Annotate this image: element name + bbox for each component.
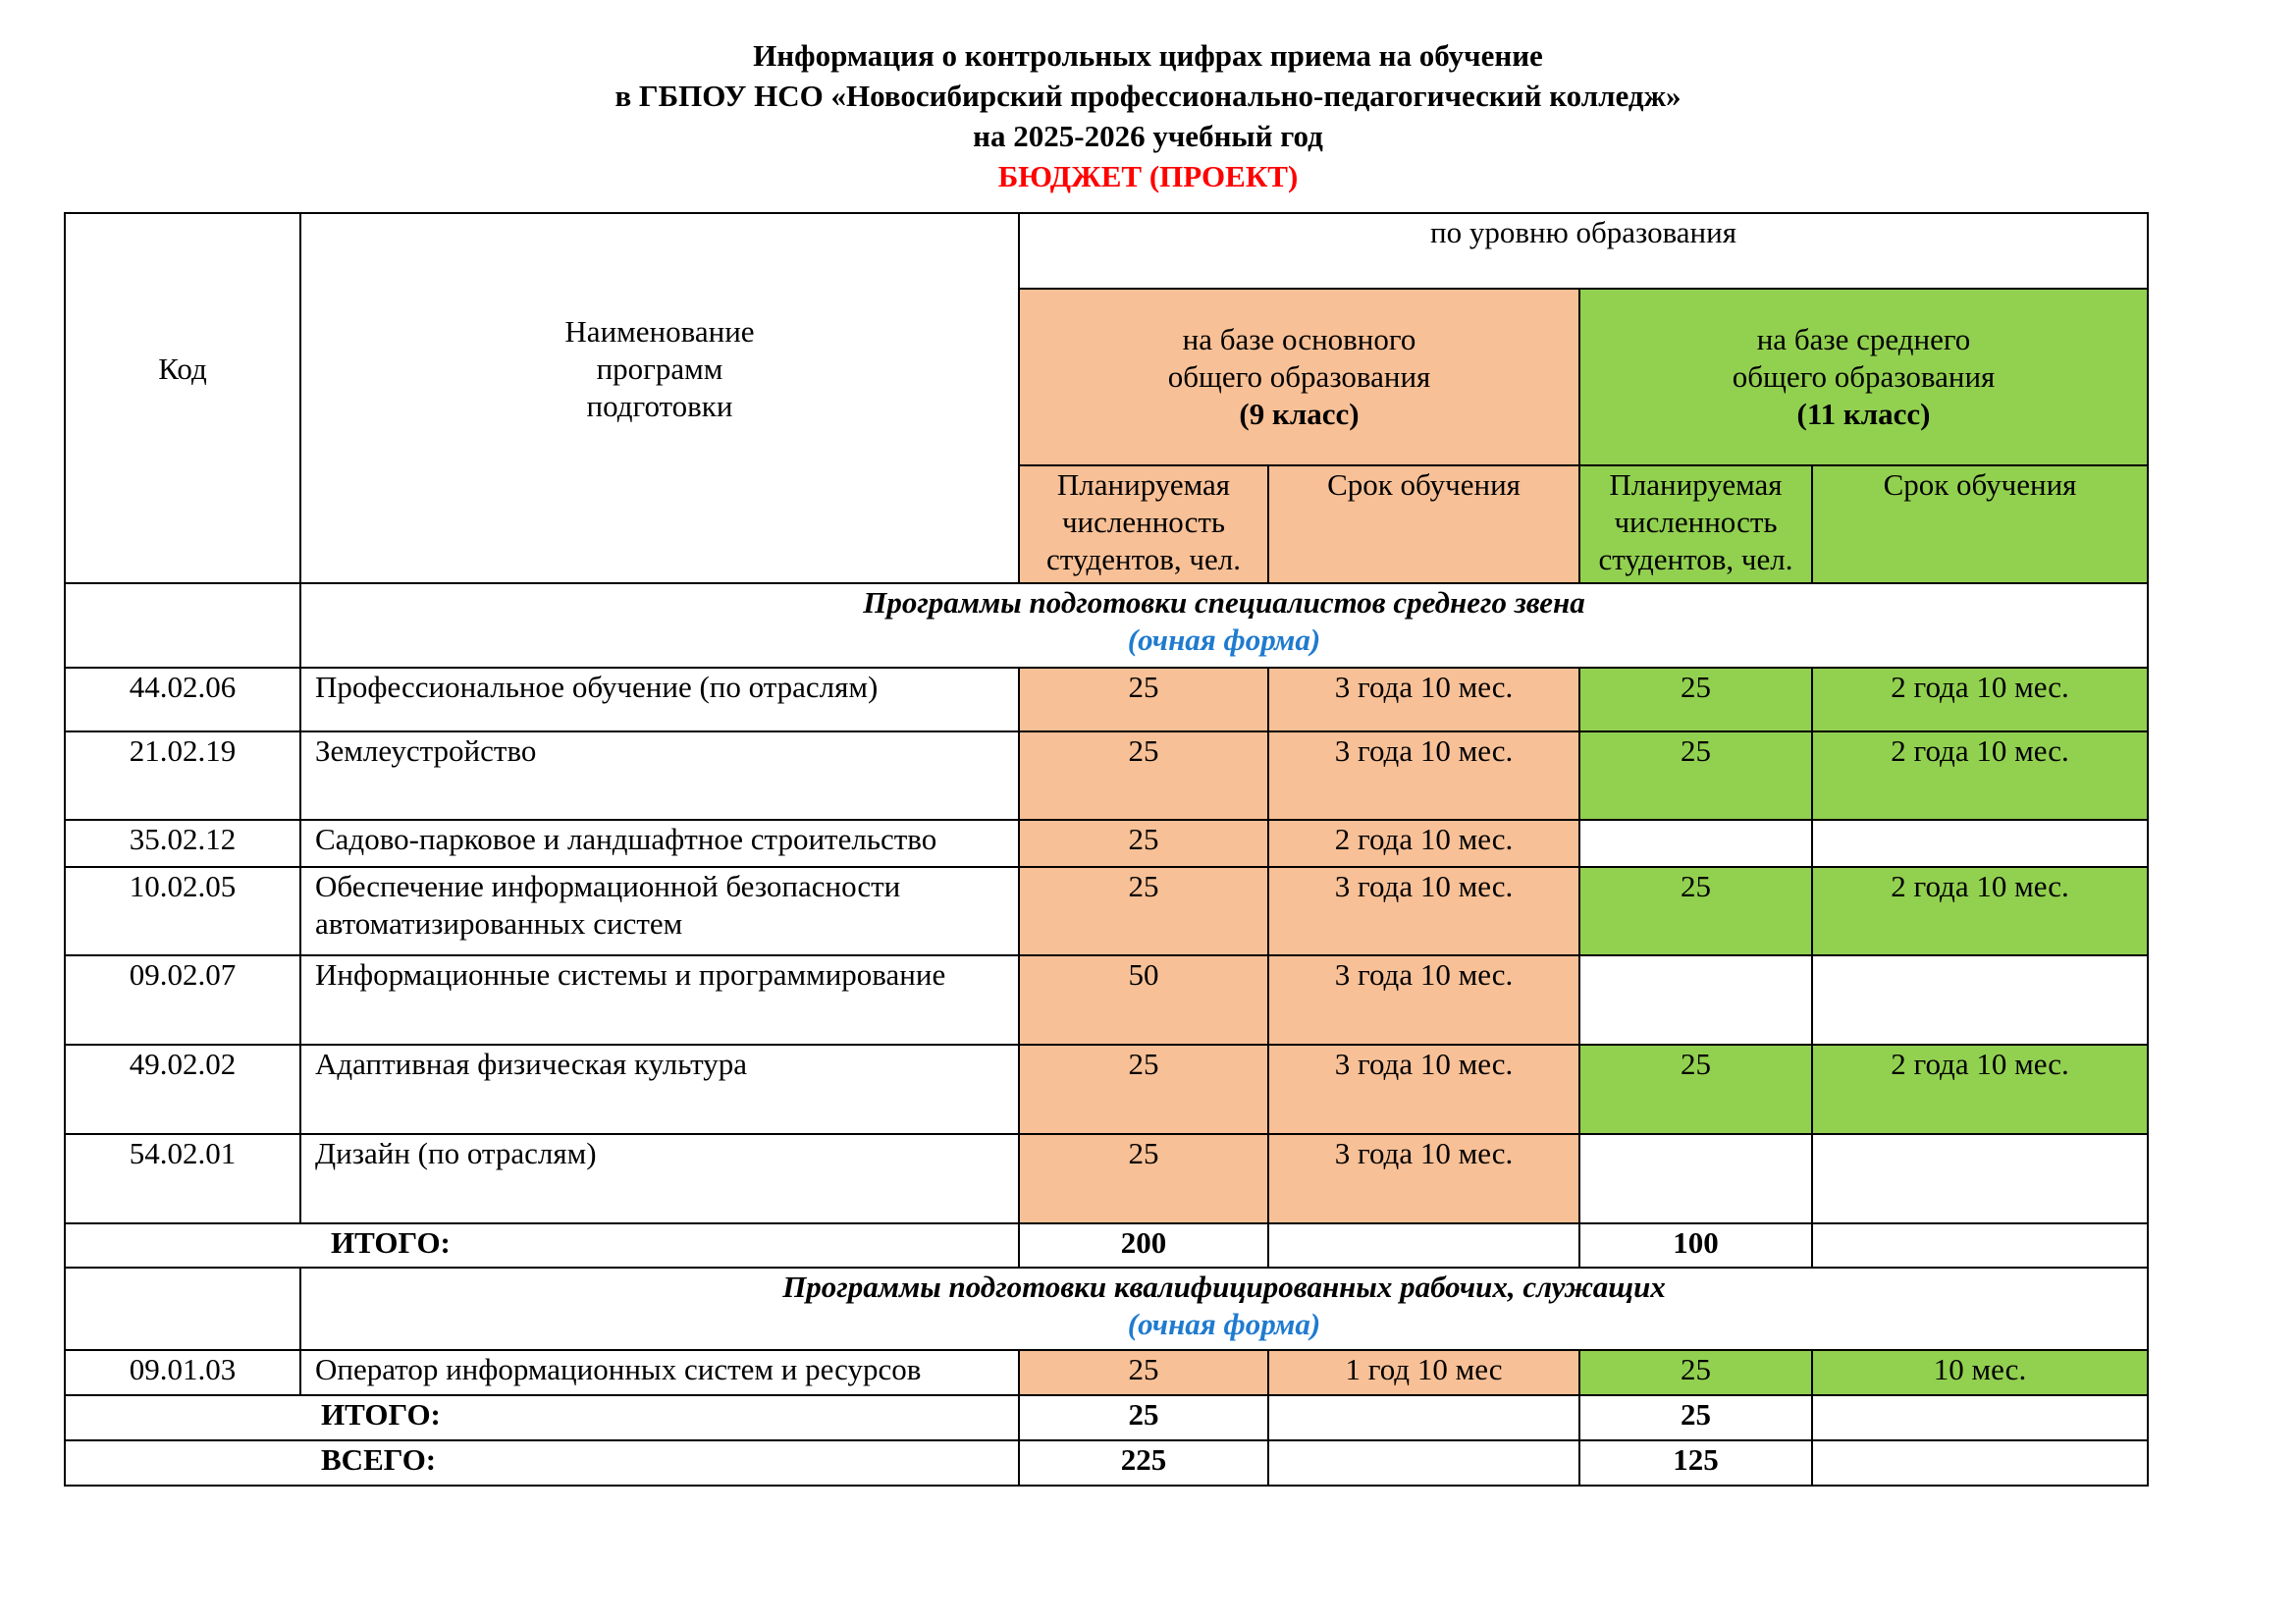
header-name-line-1: Наименование [564, 313, 755, 349]
basic-count: 25 [1019, 867, 1268, 955]
header-planned-line-1: Планируемая [1609, 467, 1783, 502]
program-code: 44.02.06 [65, 668, 300, 731]
program-name [300, 867, 1019, 955]
secondary-count: 25 [1579, 731, 1812, 820]
secondary-term: 2 года 10 мес. [1812, 668, 2148, 731]
section-2-heading [300, 1268, 2148, 1350]
section-2-total-label: ИТОГО: [65, 1395, 1019, 1440]
section-1-total-row [65, 1223, 2148, 1268]
grand-total-secondary-term [1812, 1440, 2148, 1486]
header-basic-term [1268, 465, 1579, 583]
secondary-term [1812, 955, 2148, 1045]
header-basic-line-3: (9 класс) [1239, 397, 1360, 431]
header-term-label: Срок обучения [1327, 467, 1521, 502]
section-1-total-secondary: 100 [1579, 1223, 1812, 1268]
secondary-count [1579, 1134, 1812, 1223]
header-code [65, 213, 300, 583]
section-2-total-basic-term [1268, 1395, 1579, 1440]
table-row [65, 867, 2148, 955]
basic-term: 3 года 10 мес. [1268, 1134, 1579, 1223]
header-secondary-line-3: (11 класс) [1796, 397, 1931, 431]
program-code: 09.01.03 [65, 1350, 300, 1395]
header-education-level-label: по уровню образования [1430, 215, 1736, 249]
basic-count: 50 [1019, 955, 1268, 1045]
secondary-term: 2 года 10 мес. [1812, 1045, 2148, 1134]
section-1-total-label: ИТОГО: [65, 1223, 1019, 1268]
header-secondary-line-2: общего образования [1732, 359, 1996, 394]
basic-term: 3 года 10 мес. [1268, 1045, 1579, 1134]
header-planned-line-1: Планируемая [1056, 467, 1231, 502]
table-row [65, 1350, 2148, 1395]
header-basic-planned [1019, 465, 1268, 583]
header-code-label: Код [158, 351, 207, 386]
secondary-count: 25 [1579, 668, 1812, 731]
secondary-term: 2 года 10 мес. [1812, 731, 2148, 820]
section-2-total-secondary: 25 [1579, 1395, 1812, 1440]
basic-term: 3 года 10 мес. [1268, 867, 1579, 955]
program-name: Оператор информационных систем и ресурсов [300, 1350, 1019, 1395]
title-line-3: на 2025-2026 учебный год [973, 119, 1323, 153]
program-name: Информационные системы и программирование [300, 955, 1019, 1045]
secondary-count: 25 [1579, 1045, 1812, 1134]
secondary-term: 2 года 10 мес. [1812, 867, 2148, 955]
program-code: 54.02.01 [65, 1134, 300, 1223]
section-2-form: (очная форма) [1127, 1307, 1321, 1341]
secondary-term: 10 мес. [1812, 1350, 2148, 1395]
section-2-total-basic: 25 [1019, 1395, 1268, 1440]
document-title [0, 35, 2296, 196]
section-2-total-secondary-term [1812, 1395, 2148, 1440]
secondary-count: 25 [1579, 867, 1812, 955]
header-basic-line-1: на базе основного [1182, 322, 1416, 356]
section-2-title: Программы подготовки квалифицированных рабочих, служащих [782, 1270, 1666, 1304]
grand-total-secondary: 125 [1579, 1440, 1812, 1486]
header-planned-line-3: студентов, чел. [1598, 542, 1793, 576]
admission-table [64, 212, 2149, 1487]
table-row [65, 820, 2148, 867]
header-basic-education [1019, 289, 1579, 465]
title-line-1: Информация о контрольных цифрах приема на обучение [753, 38, 1543, 73]
header-secondary-education [1579, 289, 2148, 465]
section-1-heading [300, 583, 2148, 668]
table-row [65, 955, 2148, 1045]
program-name-line-2: автоматизированных систем [315, 906, 683, 941]
basic-term: 3 года 10 мес. [1268, 668, 1579, 731]
secondary-term [1812, 1134, 2148, 1223]
section-heading-empty [65, 583, 300, 668]
header-name-line-2: программ [596, 351, 723, 386]
program-name-line-1: Обеспечение информационной безопасности [315, 869, 901, 903]
title-line-2: в ГБПОУ НСО «Новосибирский профессионально-педагогический колледж» [614, 79, 1682, 113]
header-term-label: Срок обучения [1883, 467, 2077, 502]
program-name: Адаптивная физическая культура [300, 1045, 1019, 1134]
grand-total-row [65, 1440, 2148, 1486]
header-planned-line-2: численность [1614, 505, 1778, 539]
table-row [65, 1045, 2148, 1134]
section-heading-empty [65, 1268, 300, 1350]
section-2-total-row [65, 1395, 2148, 1440]
program-code: 21.02.19 [65, 731, 300, 820]
header-row-1 [65, 213, 2148, 289]
program-code: 09.02.07 [65, 955, 300, 1045]
basic-count: 25 [1019, 1045, 1268, 1134]
basic-count: 25 [1019, 1134, 1268, 1223]
section-1-total-basic-term [1268, 1223, 1579, 1268]
grand-total-label: ВСЕГО: [65, 1440, 1019, 1486]
basic-term: 3 года 10 мес. [1268, 955, 1579, 1045]
section-1-total-secondary-term [1812, 1223, 2148, 1268]
section-1-form: (очная форма) [1127, 622, 1321, 657]
header-planned-line-2: численность [1061, 505, 1226, 539]
section-1-title: Программы подготовки специалистов среднего звена [863, 585, 1585, 620]
grand-total-basic-term [1268, 1440, 1579, 1486]
basic-count: 25 [1019, 1350, 1268, 1395]
basic-term: 3 года 10 мес. [1268, 731, 1579, 820]
table-row [65, 1134, 2148, 1223]
secondary-count [1579, 820, 1812, 867]
secondary-term [1812, 820, 2148, 867]
program-name: Профессиональное обучение (по отраслям) [300, 668, 1019, 731]
title-budget-label: БЮДЖЕТ (ПРОЕКТ) [997, 159, 1299, 193]
header-secondary-line-1: на базе среднего [1756, 322, 1971, 356]
header-education-level [1019, 213, 2148, 289]
section-heading-row [65, 1268, 2148, 1350]
basic-term: 1 год 10 мес [1268, 1350, 1579, 1395]
program-name: Дизайн (по отраслям) [300, 1134, 1019, 1223]
secondary-count [1579, 955, 1812, 1045]
header-name [300, 213, 1019, 583]
program-name: Землеустройство [300, 731, 1019, 820]
secondary-count: 25 [1579, 1350, 1812, 1395]
table-row [65, 668, 2148, 731]
section-1-total-basic: 200 [1019, 1223, 1268, 1268]
header-secondary-planned [1579, 465, 1812, 583]
basic-term: 2 года 10 мес. [1268, 820, 1579, 867]
basic-count: 25 [1019, 668, 1268, 731]
header-name-line-3: подготовки [586, 388, 733, 423]
basic-count: 25 [1019, 731, 1268, 820]
program-code: 35.02.12 [65, 820, 300, 867]
program-name: Садово-парковое и ландшафтное строительство [300, 820, 1019, 867]
header-secondary-term [1812, 465, 2148, 583]
header-basic-line-2: общего образования [1167, 359, 1431, 394]
header-planned-line-3: студентов, чел. [1046, 542, 1241, 576]
section-heading-row [65, 583, 2148, 668]
program-code: 10.02.05 [65, 867, 300, 955]
program-code: 49.02.02 [65, 1045, 300, 1134]
grand-total-basic: 225 [1019, 1440, 1268, 1486]
basic-count: 25 [1019, 820, 1268, 867]
table-row [65, 731, 2148, 820]
